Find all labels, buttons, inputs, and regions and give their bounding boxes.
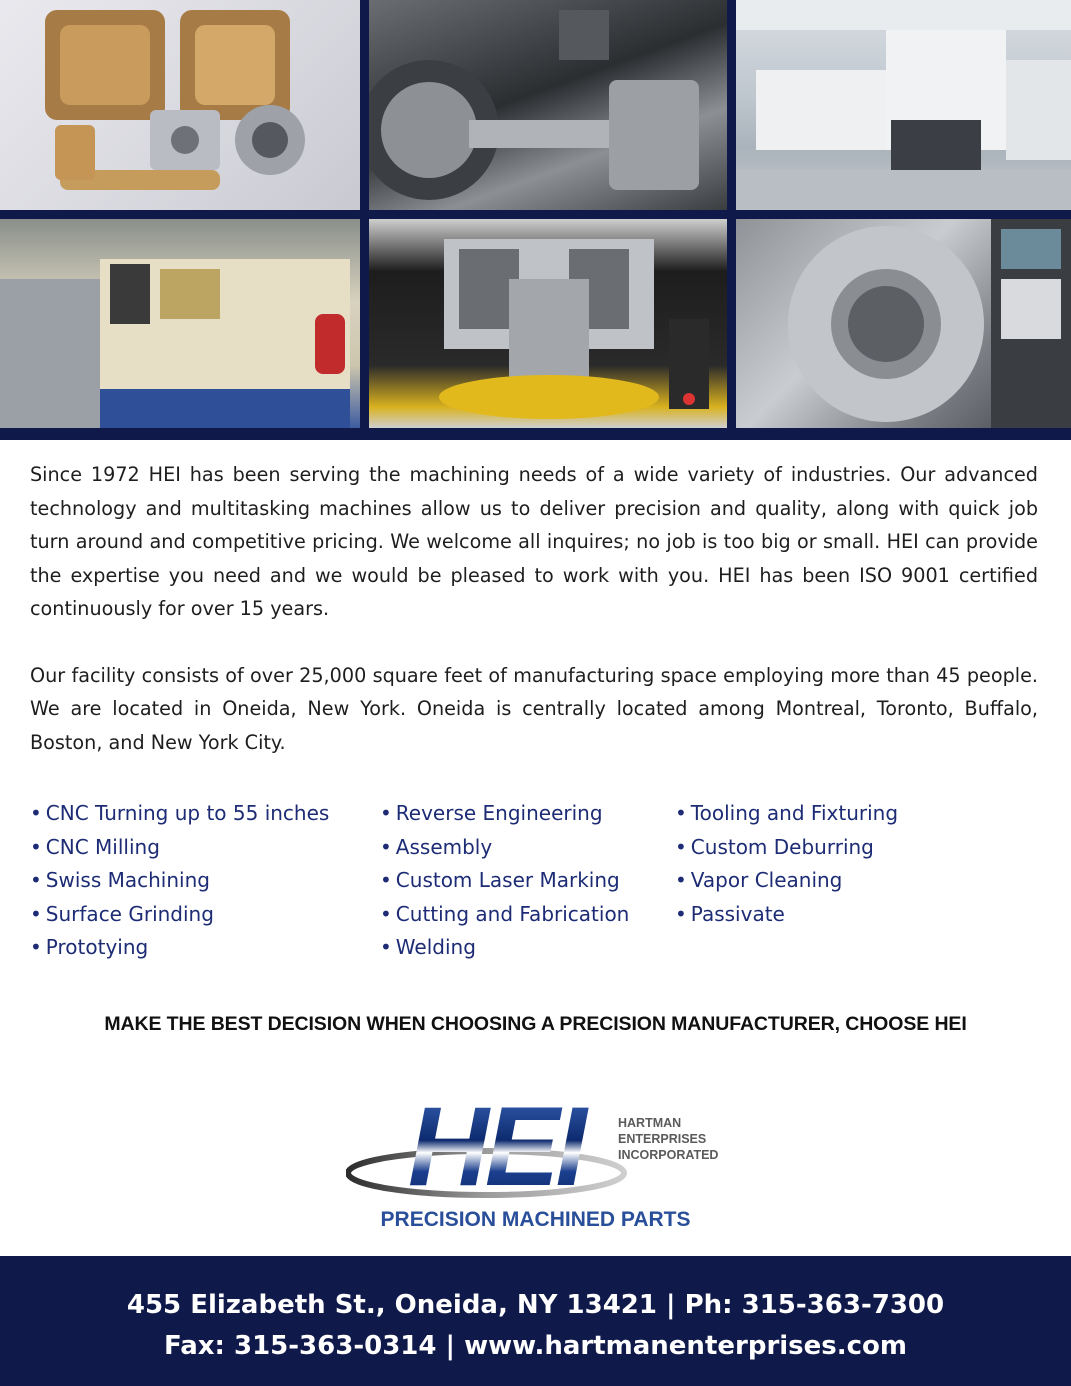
services-column-2 [380, 797, 629, 965]
footer-fax-website: Fax: 315-363-0314 | www.hartmanenterprises.com [163, 1331, 908, 1361]
company-name-line-3: INCORPORATED [618, 1148, 719, 1162]
large-turning-part-photo [736, 219, 1071, 428]
service-item: • Cutting and Fabrication [380, 901, 630, 926]
service-item: • Reverse Engineering [380, 801, 603, 825]
tagline: MAKE THE BEST DECISION WHEN CHOOSING A PRECISION MANUFACTURER, CHOOSE HEI [104, 1013, 967, 1035]
company-name-line-1: HARTMAN [618, 1116, 682, 1130]
footer-address-phone: 455 Elizabeth St., Oneida, NY 13421 | Ph: 315-363-7300 [126, 1290, 945, 1320]
service-item: • Custom Deburring [675, 834, 874, 859]
bronze-machined-parts-photo [0, 0, 360, 210]
service-item: • Prototying [30, 935, 149, 960]
intro-paragraph-1: Since 1972 HEI has been serving the machining needs of a wide variety of industries. Our advanced technology and multitasking machines allow us to deliver precision and quality, along with quick job turn around and competitive pricing. We welcome all inquires; no job is too big or small. HEI can provide the expertise you need and we would be pleased to work with you. HEI has been ISO 9001 certified continuously for over 15 years. [30, 463, 1038, 620]
hei-logo-letters: HEI [408, 1085, 583, 1209]
machine-shop-floor-photo [736, 0, 1071, 210]
service-item: • CNC Turning up to 55 inches [30, 801, 330, 825]
footer [0, 1256, 1071, 1386]
photo-grid [0, 0, 1071, 440]
intro-text [30, 458, 1038, 792]
service-item: • Tooling and Fixturing [675, 801, 899, 825]
service-item: • Swiss Machining [30, 868, 210, 893]
services-column-1 [30, 797, 329, 965]
swiss-lathe-machine-photo [0, 219, 360, 428]
intro-paragraph-2: Our facility consists of over 25,000 square feet of manufacturing space employing more than 45 people. We are located in Oneida, New York. Oneida is centrally located among Montreal, Toronto, Buffalo, Boston, and New York City. [30, 663, 1038, 754]
cnc-lathe-interior-photo [369, 0, 727, 210]
logo-subtitle: PRECISION MACHINED PARTS [380, 1208, 691, 1231]
milling-fixture-photo [369, 219, 727, 428]
service-item: • Surface Grinding [30, 901, 214, 926]
services-column-3 [675, 797, 898, 931]
service-item: • Custom Laser Marking [380, 868, 620, 893]
service-item: • Vapor Cleaning [675, 868, 843, 893]
services-list [30, 797, 1040, 967]
service-item: • Welding [380, 935, 476, 960]
service-item: • Assembly [380, 834, 493, 859]
service-item: • Passivate [675, 901, 785, 926]
service-item: • CNC Milling [30, 834, 160, 859]
company-name-line-2: ENTERPRISES [618, 1132, 707, 1146]
